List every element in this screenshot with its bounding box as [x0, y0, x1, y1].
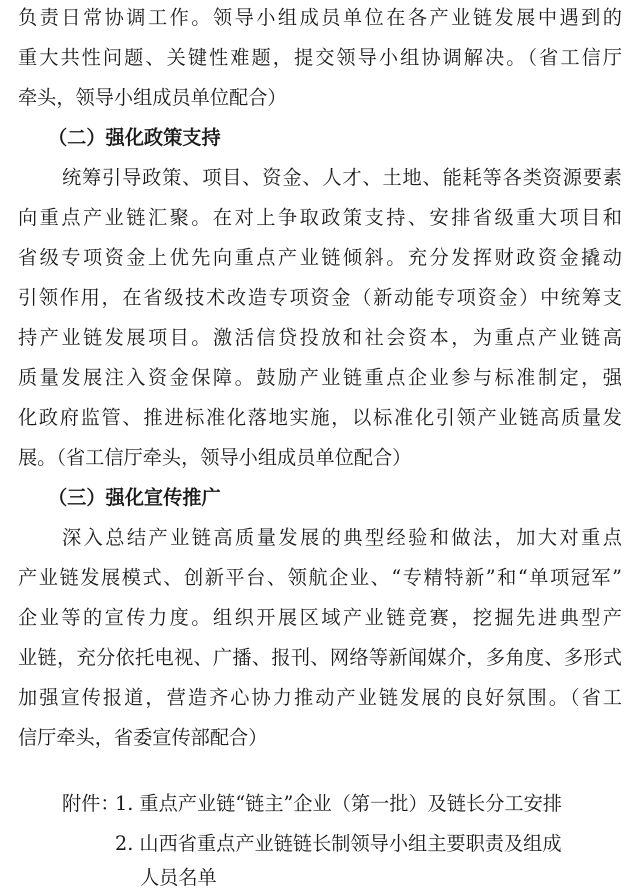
paragraph-line: 持产业链发展项目。激活信贷投放和社会资本，为重点产业链高 [18, 326, 622, 349]
paragraph-line: 深入总结产业链高质量发展的典型经验和做法，加大对重点 [62, 526, 622, 549]
paragraph-line: 企业等的宣传力度。组织开展区域产业链竞赛，挖掘先进典型产 [18, 606, 622, 629]
paragraph-line: 向重点产业链汇聚。在对上争取政策支持、安排省级重大项目和 [18, 206, 622, 229]
paragraph-line: 加强宣传报道，营造齐心协力推动产业链发展的良好氛围。（省工 [18, 686, 622, 709]
attachment-item-2: 2. 山西省重点产业链链长制领导小组主要职责及组成 [115, 832, 562, 855]
attachment-item-2-continued: 人员名单 [140, 866, 217, 889]
paragraph-line: 产业链发展模式、创新平台、领航企业、“专精特新”和“单项冠军” [18, 566, 622, 589]
paragraph-line: 引领作用，在省级技术改造专项资金（新动能专项资金）中统筹支 [18, 286, 622, 309]
attachment-item-1: 1. 重点产业链“链主”企业（第一批）及链长分工安排 [115, 792, 562, 815]
paragraph-line: 展。（省工信厅牵头，领导小组成员单位配合） [18, 446, 412, 469]
paragraph-line: 牵头，领导小组成员单位配合） [18, 86, 287, 109]
paragraph-line: 质量发展注入资金保障。鼓励产业链重点企业参与标准制定，强 [18, 366, 622, 389]
paragraph-line: 重大共性问题、关键性难题，提交领导小组协调解决。（省工信厅 [18, 46, 622, 69]
section-heading-publicity: （三）强化宣传推广 [48, 486, 221, 509]
attachments-label: 附件： [62, 792, 120, 815]
paragraph-line: 信厅牵头，省委宣传部配合） [18, 726, 268, 749]
paragraph-line: 负责日常协调工作。领导小组成员单位在各产业链发展中遇到的 [18, 6, 622, 29]
paragraph-line: 统筹引导政策、项目、资金、人才、土地、能耗等各类资源要素 [62, 166, 622, 189]
section-heading-policy-support: （二）强化政策支持 [48, 126, 221, 149]
paragraph-line: 业链，充分依托电视、广播、报刊、网络等新闻媒介，多角度、多形式 [18, 646, 622, 669]
paragraph-line: 省级专项资金上优先向重点产业链倾斜。充分发挥财政资金撬动 [18, 246, 622, 269]
paragraph-line: 化政府监管、推进标准化落地实施，以标准化引领产业链高质量发 [18, 406, 622, 429]
